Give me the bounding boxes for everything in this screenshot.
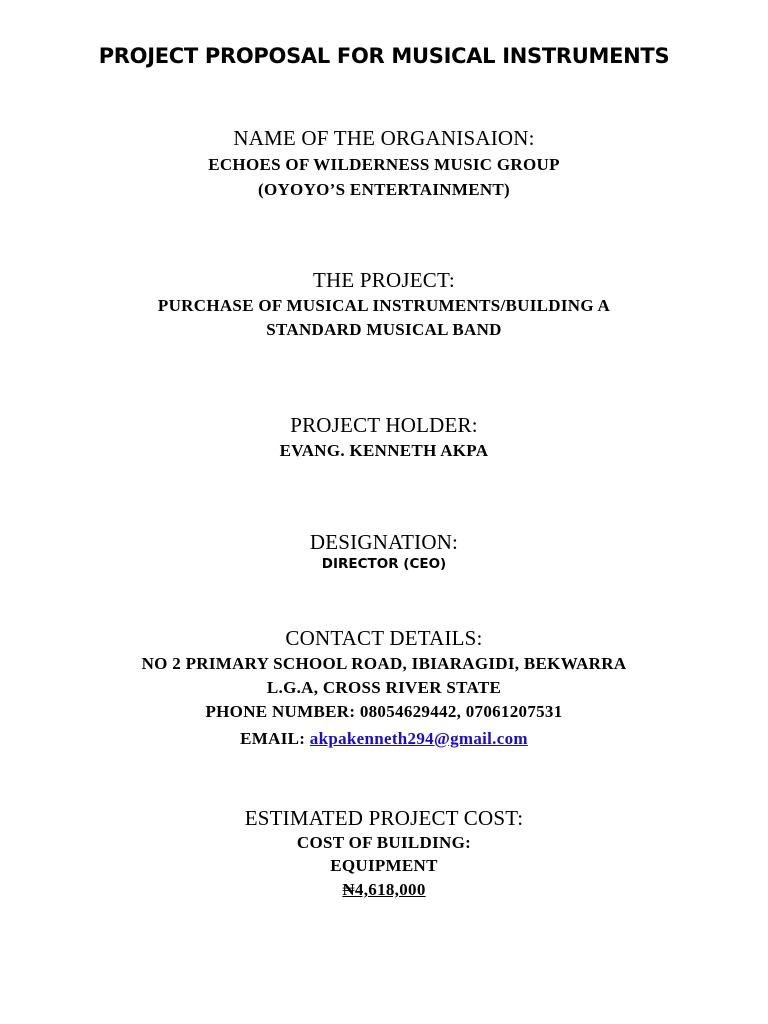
project-description-line1: PURCHASE OF MUSICAL INSTRUMENTS/BUILDING A <box>157 296 611 315</box>
document-title: PROJECT PROPOSAL FOR MUSICAL INSTRUMENTS <box>98 44 670 68</box>
organisation-alias: (OYOYO’S ENTERTAINMENT) <box>257 180 511 199</box>
cost-heading: ESTIMATED PROJECT COST: <box>244 806 524 830</box>
designation-value: DIRECTOR (CEO) <box>321 556 447 572</box>
project-heading: THE PROJECT: <box>313 268 455 292</box>
cost-amount: ₦4,618,000 <box>342 880 426 899</box>
cost-building-label: COST OF BUILDING: <box>296 833 472 852</box>
organisation-heading: NAME OF THE ORGANISAION: <box>233 126 535 150</box>
holder-heading: PROJECT HOLDER: <box>290 413 478 437</box>
project-description-line2: STANDARD MUSICAL BAND <box>266 320 502 339</box>
contact-email-row <box>0 729 768 749</box>
designation-heading: DESIGNATION: <box>309 530 459 554</box>
cost-equipment-label: EQUIPMENT <box>330 856 438 875</box>
contact-address-line2: L.G.A, CROSS RIVER STATE <box>266 678 502 697</box>
email-label: EMAIL: <box>240 729 306 748</box>
organisation-name: ECHOES OF WILDERNESS MUSIC GROUP <box>208 155 560 174</box>
contact-address-line1: NO 2 PRIMARY SCHOOL ROAD, IBIARAGIDI, BEKWARRA <box>141 654 627 673</box>
holder-name: EVANG. KENNETH AKPA <box>279 441 489 460</box>
contact-heading: CONTACT DETAILS: <box>285 626 483 650</box>
email-link[interactable]: akpakenneth294@gmail.com <box>309 729 528 748</box>
contact-phone: PHONE NUMBER: 08054629442, 07061207531 <box>205 702 563 721</box>
